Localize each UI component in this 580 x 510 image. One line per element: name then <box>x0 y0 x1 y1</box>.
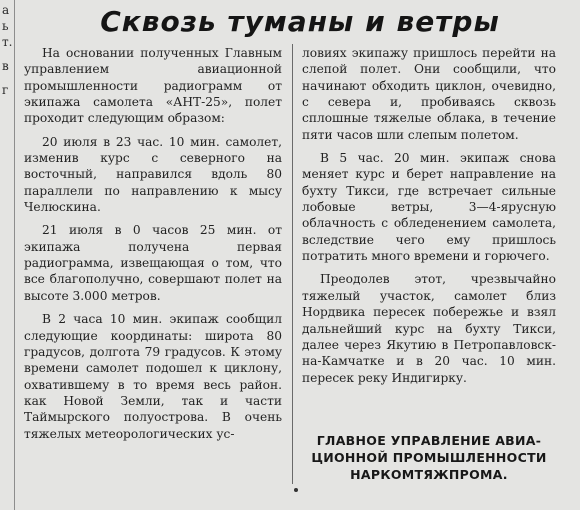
adjacent-column-edge <box>0 0 15 510</box>
adjacent-fragment: г <box>2 83 9 97</box>
adjacent-fragment: ь <box>2 19 9 33</box>
adjacent-fragment: а <box>2 3 10 17</box>
article-paragraph: 20 июля в 23 час. 10 мин. самолет, изменив курс с северного на восточный, направился вдоль 80 параллели по направлению к мысу Челюскина. <box>24 134 282 215</box>
column-divider <box>292 44 293 484</box>
article-headline: Сквозь туманы и ветры <box>100 5 500 38</box>
signature-line: НАРКОМТЯЖПРОМА. <box>350 467 508 482</box>
print-speck <box>294 488 298 492</box>
signature-line: ЦИОННОЙ ПРОМЫШЛЕННОСТИ <box>311 450 547 465</box>
article-paragraph: В 5 час. 20 мин. экипаж снова меняет курс и берет направление на бухту Тикси, где встречает сильные лобовые ветры, 3—4-ярусную облачность с обледенением самолета, вследствие чего ему пришлось потратить много времени и горючего. <box>302 151 556 264</box>
article-paragraph: В 2 часа 10 мин. экипаж сообщил следующие координаты: широта 80 градусов, долгота 79 градусов. К этому времени самолет подошел к циклону, охватившему в то время весь район. как Новой Земли, так и части Таймырского полуострова. В очень тяжелых метеорологических ус- <box>24 312 282 441</box>
article-column-left <box>24 45 282 449</box>
adjacent-fragment: т. <box>2 35 13 49</box>
article-signature <box>302 432 556 483</box>
article-paragraph: ловиях экипажу пришлось перейти на слепой полет. Они сообщили, что начинают обходить циклон, очевидно, с севера и, пробиваясь сквозь сплошные тяжелые облака, в течение пяти часов шли слепым полетом. <box>302 46 556 142</box>
signature-line: ГЛАВНОЕ УПРАВЛЕНИЕ АВИА- <box>316 433 542 448</box>
article-paragraph: 21 июля в 0 часов 25 мин. от экипажа получена первая радиограмма, извещающая о том, что все благополучно, совершают полет на высоте 3.000 метров. <box>24 223 282 303</box>
article-paragraph: Преодолев этот, чрезвычайно тяжелый участок, самолет близ Нордвика пересек побережье и взял дальнейший курс на бухту Тикси, далее через Якутию в Петропавловск-на-Камчатке и в 20 час. 10 мин. пересек реку Индигирку. <box>302 272 556 385</box>
article-paragraph: На основании полученных Главным управлением авиационной промышленности радиограмм от экипажа самолета «АНТ-25», полет проходит следующим образом: <box>24 46 282 126</box>
adjacent-fragment: в <box>2 59 9 73</box>
article-column-right <box>302 45 556 393</box>
